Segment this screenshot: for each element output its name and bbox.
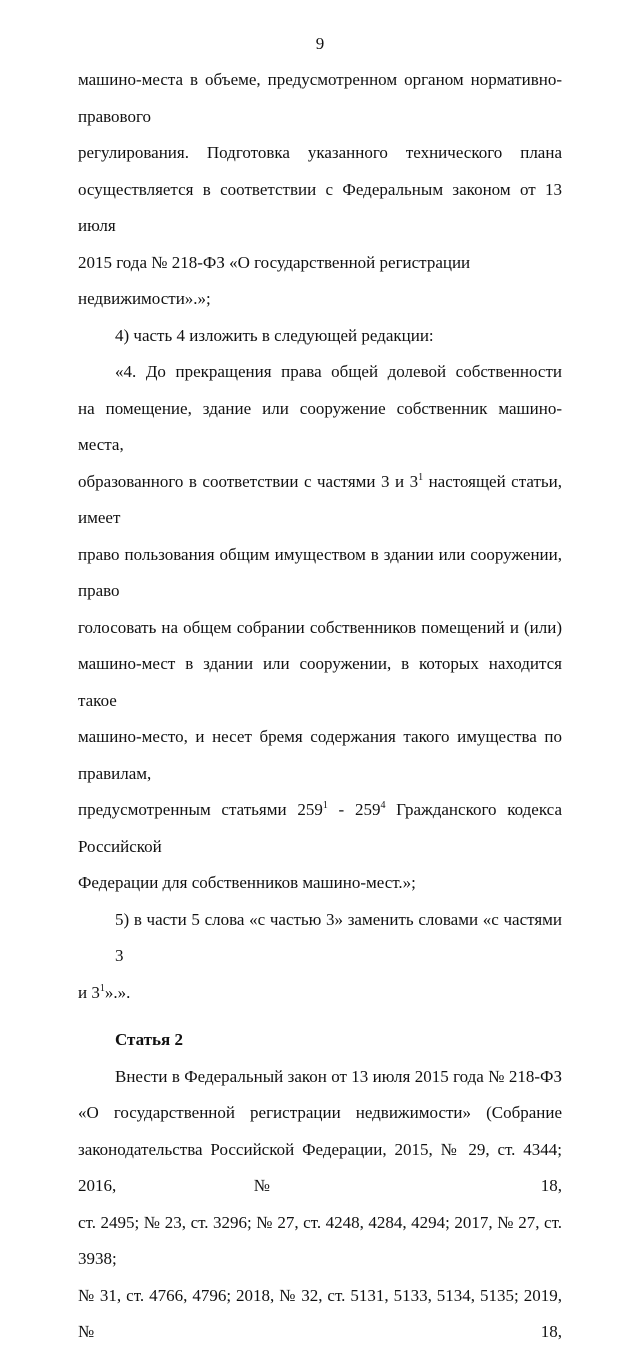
text-fragment: - 259 bbox=[327, 800, 381, 819]
spacer bbox=[78, 1011, 562, 1022]
article-heading-container bbox=[78, 1022, 562, 1059]
text-line: регулирования. Подготовка указанного технического плана bbox=[78, 143, 562, 162]
text-line: машино-место, и несет бремя содержания такого имущества по правилам, bbox=[78, 727, 562, 783]
text-fragment: образованного в соответствии с частями 3 и 3 bbox=[78, 471, 419, 491]
paragraph-item-5 bbox=[78, 902, 562, 1012]
paragraph-article-2 bbox=[78, 1059, 562, 1351]
text-line: 5) в части 5 слова «с частью 3» заменить словами «с частями 3 bbox=[115, 909, 562, 965]
paragraph-item-4 bbox=[78, 318, 562, 355]
text-fragment: Гражданского кодекса Российской bbox=[78, 800, 562, 856]
text-line bbox=[78, 792, 562, 865]
text-line: машино-мест в здании или сооружении, в которых находится такое bbox=[78, 654, 562, 710]
paragraph-continuation bbox=[78, 62, 562, 318]
text-fragment: настоящей статьи, имеет bbox=[78, 471, 562, 527]
superscript: 1 bbox=[418, 471, 424, 483]
text-fragment: и 3 bbox=[78, 982, 100, 1002]
text-line: законодательства Российской Федерации, 2015, № 29, ст. 4344; 2016, № 18, bbox=[78, 1139, 562, 1195]
text-fragment: ».». bbox=[104, 982, 131, 1002]
text-line bbox=[78, 975, 562, 1012]
text-line: на помещение, здание или сооружение собственник машино-места, bbox=[78, 398, 562, 454]
text-line: осуществляется в соответствии с Федеральным законом от 13 июля bbox=[78, 179, 562, 235]
paragraph-quoted-part-4 bbox=[78, 354, 562, 902]
superscript: 1 bbox=[99, 982, 105, 994]
text-line: № 31, ст. 4766, 4796; 2018, № 32, ст. 5131, 5133, 5134, 5135; 2019, № 18, bbox=[78, 1285, 562, 1341]
superscript: 4 bbox=[380, 800, 386, 811]
text-line: право пользования общим имуществом в здании или сооружении, право bbox=[78, 544, 562, 600]
text-fragment: предусмотренным статьями 259 bbox=[78, 800, 323, 819]
page-number: 9 bbox=[315, 34, 325, 53]
text-line: «4. До прекращения права общей долевой собственности bbox=[115, 362, 562, 381]
text-line: голосовать на общем собрании собственников помещений и (или) bbox=[78, 617, 562, 637]
text-line: 2015 года № 218-ФЗ «О государственной регистрации недвижимости».»; bbox=[78, 252, 471, 308]
text-line: машино-места в объеме, предусмотренном органом нормативно-правового bbox=[78, 70, 562, 126]
text-line: 4) часть 4 изложить в следующей редакции: bbox=[115, 325, 434, 345]
text-line: Внести в Федеральный закон от 13 июля 2015 года № 218-ФЗ bbox=[115, 1066, 562, 1086]
text-line bbox=[78, 464, 562, 537]
superscript: 1 bbox=[322, 800, 328, 811]
document-body bbox=[78, 62, 562, 1351]
text-line: ст. 2495; № 23, ст. 3296; № 27, ст. 4248, 4284, 4294; 2017, № 27, ст. 3938; bbox=[78, 1212, 562, 1268]
text-line: Федерации для собственников машино-мест.»; bbox=[78, 873, 416, 892]
text-line: «О государственной регистрации недвижимости» (Собрание bbox=[78, 1103, 562, 1122]
article-heading: Статья 2 bbox=[115, 1030, 183, 1049]
